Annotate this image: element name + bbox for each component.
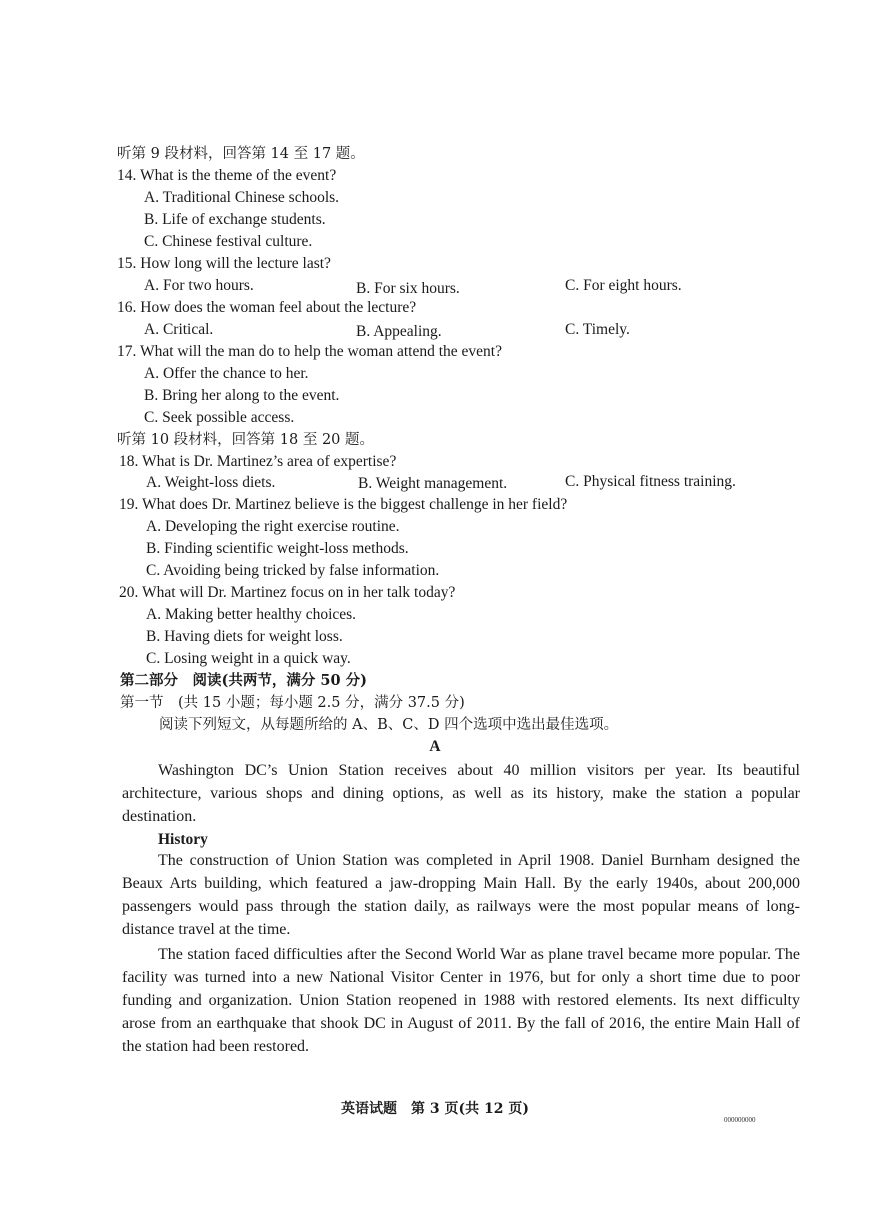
q18-option-c: C. Physical fitness training.	[565, 473, 736, 490]
q20-option-b: B. Having diets for weight loss.	[146, 628, 343, 645]
passage-paragraph-1: Washington DC’s Union Station receives about 40 million visitors per year. Its beautiful architecture, various shops and dining options, as well as its history, make the station a popular destination.	[122, 762, 800, 825]
q20-option-a: A. Making better healthy choices.	[146, 606, 357, 623]
history-heading: History	[158, 831, 208, 848]
q18-stem: 18. What is Dr. Martinez’s area of expertise?	[119, 453, 397, 470]
section1-title: 第一节 (共 15 小题；每小题 2.5 分，满分 37.5 分)	[120, 695, 465, 711]
q17-option-a: A. Offer the chance to her.	[144, 365, 309, 382]
q20-stem: 20. What will Dr. Martinez focus on in her talk today?	[119, 584, 456, 601]
q15-stem: 15. How long will the lecture last?	[117, 255, 331, 272]
q14-option-b: B. Life of exchange students.	[144, 211, 326, 228]
part2-title: 第二部分 阅读(共两节，满分 50 分)	[120, 672, 367, 689]
q15-option-c: C. For eight hours.	[565, 277, 682, 294]
q14-stem: 14. What is the theme of the event?	[117, 167, 337, 184]
passage-paragraph-3: The station faced difficulties after the Second World War as plane travel became more popular. The facility was turned into a new National Visitor Center in 1976, but for only a short time due to poor funding and organization. Union Station reopened in 1988 with restored elements. Its next difficulty arose from an earthquake that shook DC in August of 2011. By the fall of 2016, the entire Main Hall of the station had been restored.	[122, 946, 800, 1055]
q19-option-b: B. Finding scientific weight-loss methods.	[146, 540, 409, 557]
q19-stem: 19. What does Dr. Martinez believe is the biggest challenge in her field?	[119, 496, 568, 513]
q15-option-b: B. For six hours.	[356, 280, 460, 297]
q14-option-a: A. Traditional Chinese schools.	[144, 189, 340, 206]
q16-option-b: B. Appealing.	[356, 323, 442, 340]
q16-option-a: A. Critical.	[144, 321, 214, 338]
q17-stem: 17. What will the man do to help the woman attend the event?	[117, 343, 502, 360]
q15-option-a: A. For two hours.	[144, 277, 254, 294]
q19-option-c: C. Avoiding being tricked by false information.	[146, 562, 440, 579]
corner-mark: 000000000	[724, 1116, 756, 1124]
reading-instruction: 阅读下列短文，从每题所给的 A、B、C、D 四个选项中选出最佳选项。	[159, 717, 619, 733]
section9-header: 听第 9 段材料，回答第 14 至 17 题。	[117, 146, 365, 162]
q16-option-c: C. Timely.	[565, 321, 630, 338]
q17-option-c: C. Seek possible access.	[144, 409, 295, 426]
q14-option-c: C. Chinese festival culture.	[144, 233, 313, 250]
q18-option-a: A. Weight-loss diets.	[146, 474, 276, 491]
section10-header: 听第 10 段材料，回答第 18 至 20 题。	[117, 432, 375, 448]
q18-option-b: B. Weight management.	[358, 475, 508, 492]
page-footer: 英语试题 第 3 页(共 12 页)	[341, 1101, 529, 1117]
q19-option-a: A. Developing the right exercise routine.	[146, 518, 400, 535]
q16-stem: 16. How does the woman feel about the lecture?	[117, 299, 417, 316]
passage-paragraph-2: The construction of Union Station was completed in April 1908. Daniel Burnham designed the Beaux Arts building, which featured a jaw-dropping Main Hall. By the early 1940s, about 200,000 passengers would pass through the station daily, as railways were the most popular means of long-distance travel at the time.	[122, 852, 800, 938]
passage-label: A	[429, 738, 441, 755]
q17-option-b: B. Bring her along to the event.	[144, 387, 340, 404]
q20-option-c: C. Losing weight in a quick way.	[146, 650, 351, 667]
